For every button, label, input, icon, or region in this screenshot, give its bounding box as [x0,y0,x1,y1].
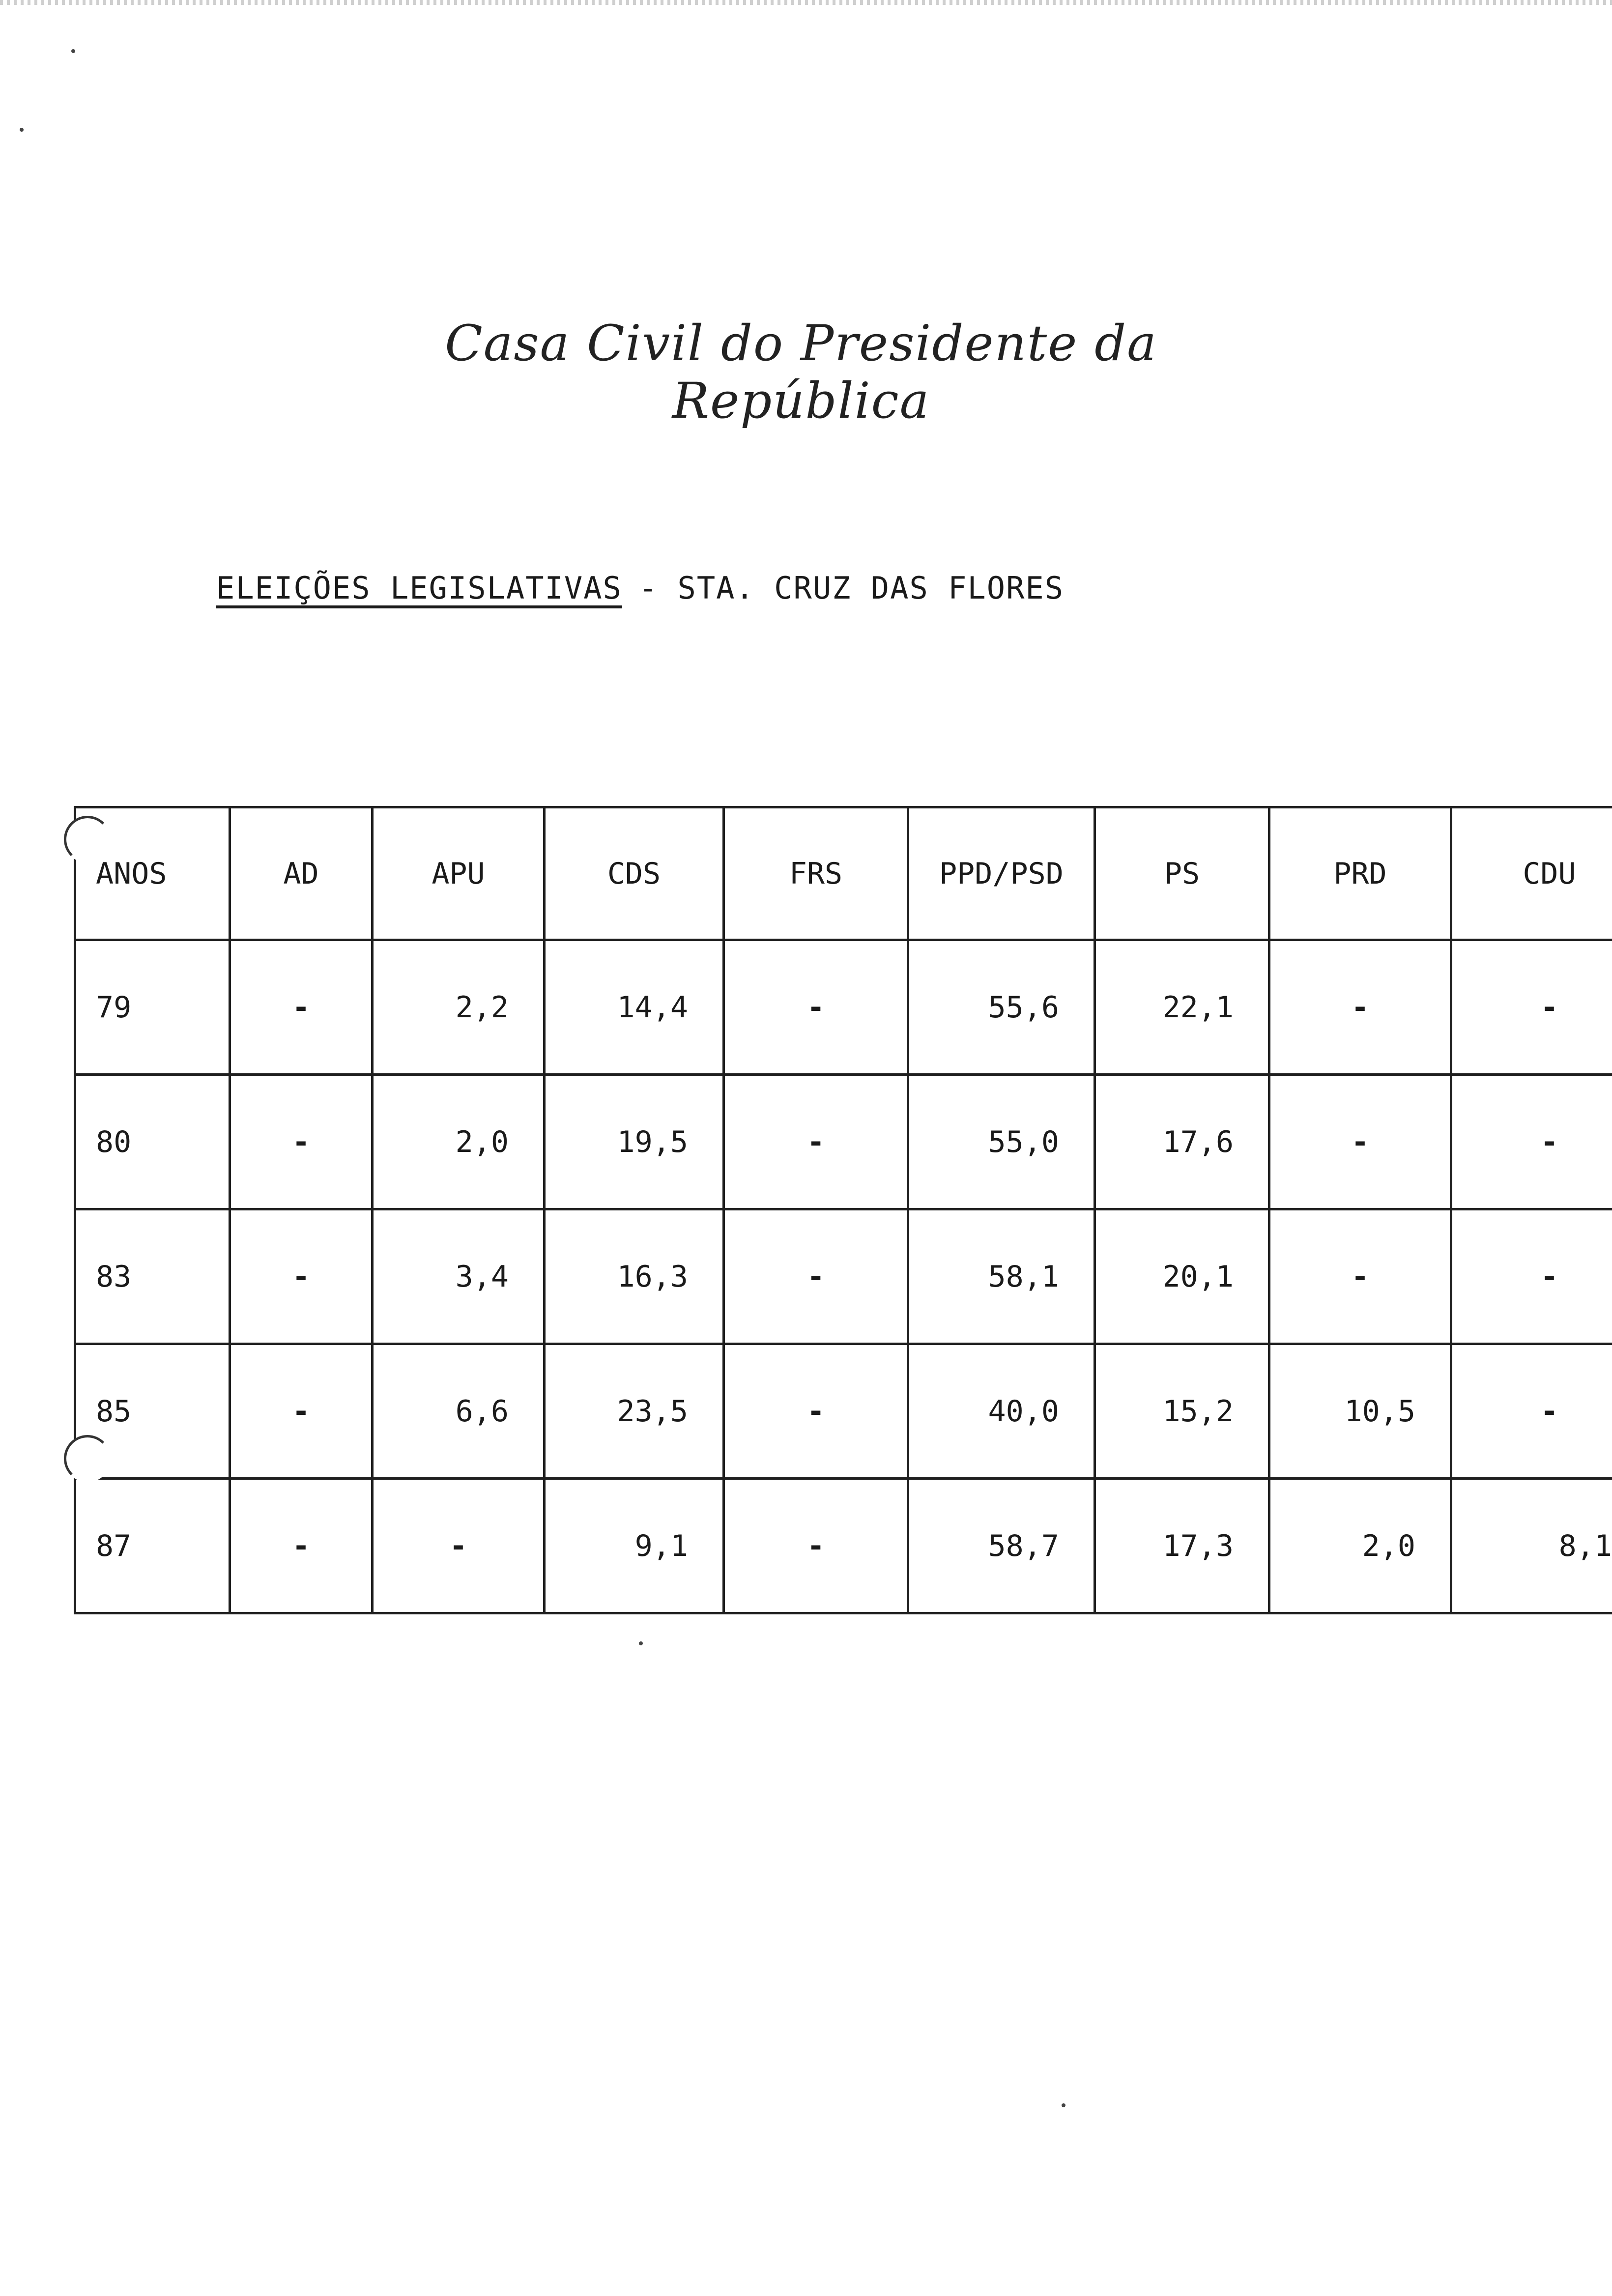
table-cell: 40,0 [908,1344,1095,1479]
table-cell: 19,5 [545,1075,724,1209]
year-cell: 85 [75,1344,230,1479]
table-cell: - [230,1075,373,1209]
table-cell: - [230,1209,373,1344]
table-cell: - [724,1209,908,1344]
table-cell: - [1451,940,1612,1075]
table-cell: - [1269,940,1451,1075]
table-cell: 16,3 [545,1209,724,1344]
scan-speck [20,128,24,132]
header-cell: AD [230,807,373,940]
table-cell: - [724,940,908,1075]
header-cell: CDU [1451,807,1612,940]
header-cell: FRS [724,807,908,940]
table-cell: - [1451,1075,1612,1209]
scan-speck [1062,2103,1065,2107]
table-cell: 3,4 [373,1209,545,1344]
header-cell: APU [373,807,545,940]
table-cell: 17,3 [1095,1479,1269,1613]
table-cell: 8,1 [1451,1479,1612,1613]
scan-speck [71,49,75,53]
table-cell: - [1269,1075,1451,1209]
table-row [75,1209,1612,1344]
table-cell: 55,6 [908,940,1095,1075]
header-cell: CDS [545,807,724,940]
table-row [75,1344,1612,1479]
year-cell: 83 [75,1209,230,1344]
table-cell: 23,5 [545,1344,724,1479]
table-row [75,1075,1612,1209]
table-cell: 15,2 [1095,1344,1269,1479]
table-cell: 55,0 [908,1075,1095,1209]
scan-top-edge [0,0,1612,5]
election-results-table [74,806,1612,1614]
punch-hole-bottom [64,1435,111,1482]
year-cell: 79 [75,940,230,1075]
letterhead: Casa Civil do Presidente da República [445,315,1157,430]
table-cell: - [724,1344,908,1479]
table-row [75,940,1612,1075]
table-cell: 17,6 [1095,1075,1269,1209]
table-cell: 20,1 [1095,1209,1269,1344]
table-cell: 58,1 [908,1209,1095,1344]
table-cell: 2,0 [1269,1479,1451,1613]
header-cell: ANOS [75,807,230,940]
table-cell: - [1451,1344,1612,1479]
table-cell: - [1451,1209,1612,1344]
table-cell: 9,1 [545,1479,724,1613]
table-cell: - [724,1479,908,1613]
table-cell: - [230,940,373,1075]
year-cell: 80 [75,1075,230,1209]
table-cell: 2,0 [373,1075,545,1209]
title-underlined: ELEIÇÕES LEGISLATIVAS [216,570,622,606]
scan-speck [639,1641,643,1645]
table-cell: - [1269,1209,1451,1344]
table-cell: 6,6 [373,1344,545,1479]
table-row [75,1479,1612,1613]
header-cell: PPD/PSD [908,807,1095,940]
table-cell: 14,4 [545,940,724,1075]
table-cell: 2,2 [373,940,545,1075]
table-cell: 58,7 [908,1479,1095,1613]
table-cell: - [230,1479,373,1613]
table-cell: - [373,1479,545,1613]
table-cell: - [230,1344,373,1479]
document-title [216,570,1064,606]
punch-hole-top [64,816,111,863]
header-cell: PS [1095,807,1269,940]
table-header-row [75,807,1612,940]
table-cell: 10,5 [1269,1344,1451,1479]
year-cell: 87 [75,1479,230,1613]
table-cell: 22,1 [1095,940,1269,1075]
header-cell: PRD [1269,807,1451,940]
title-location: - STA. CRUZ DAS FLORES [638,570,1065,606]
table-cell: - [724,1075,908,1209]
